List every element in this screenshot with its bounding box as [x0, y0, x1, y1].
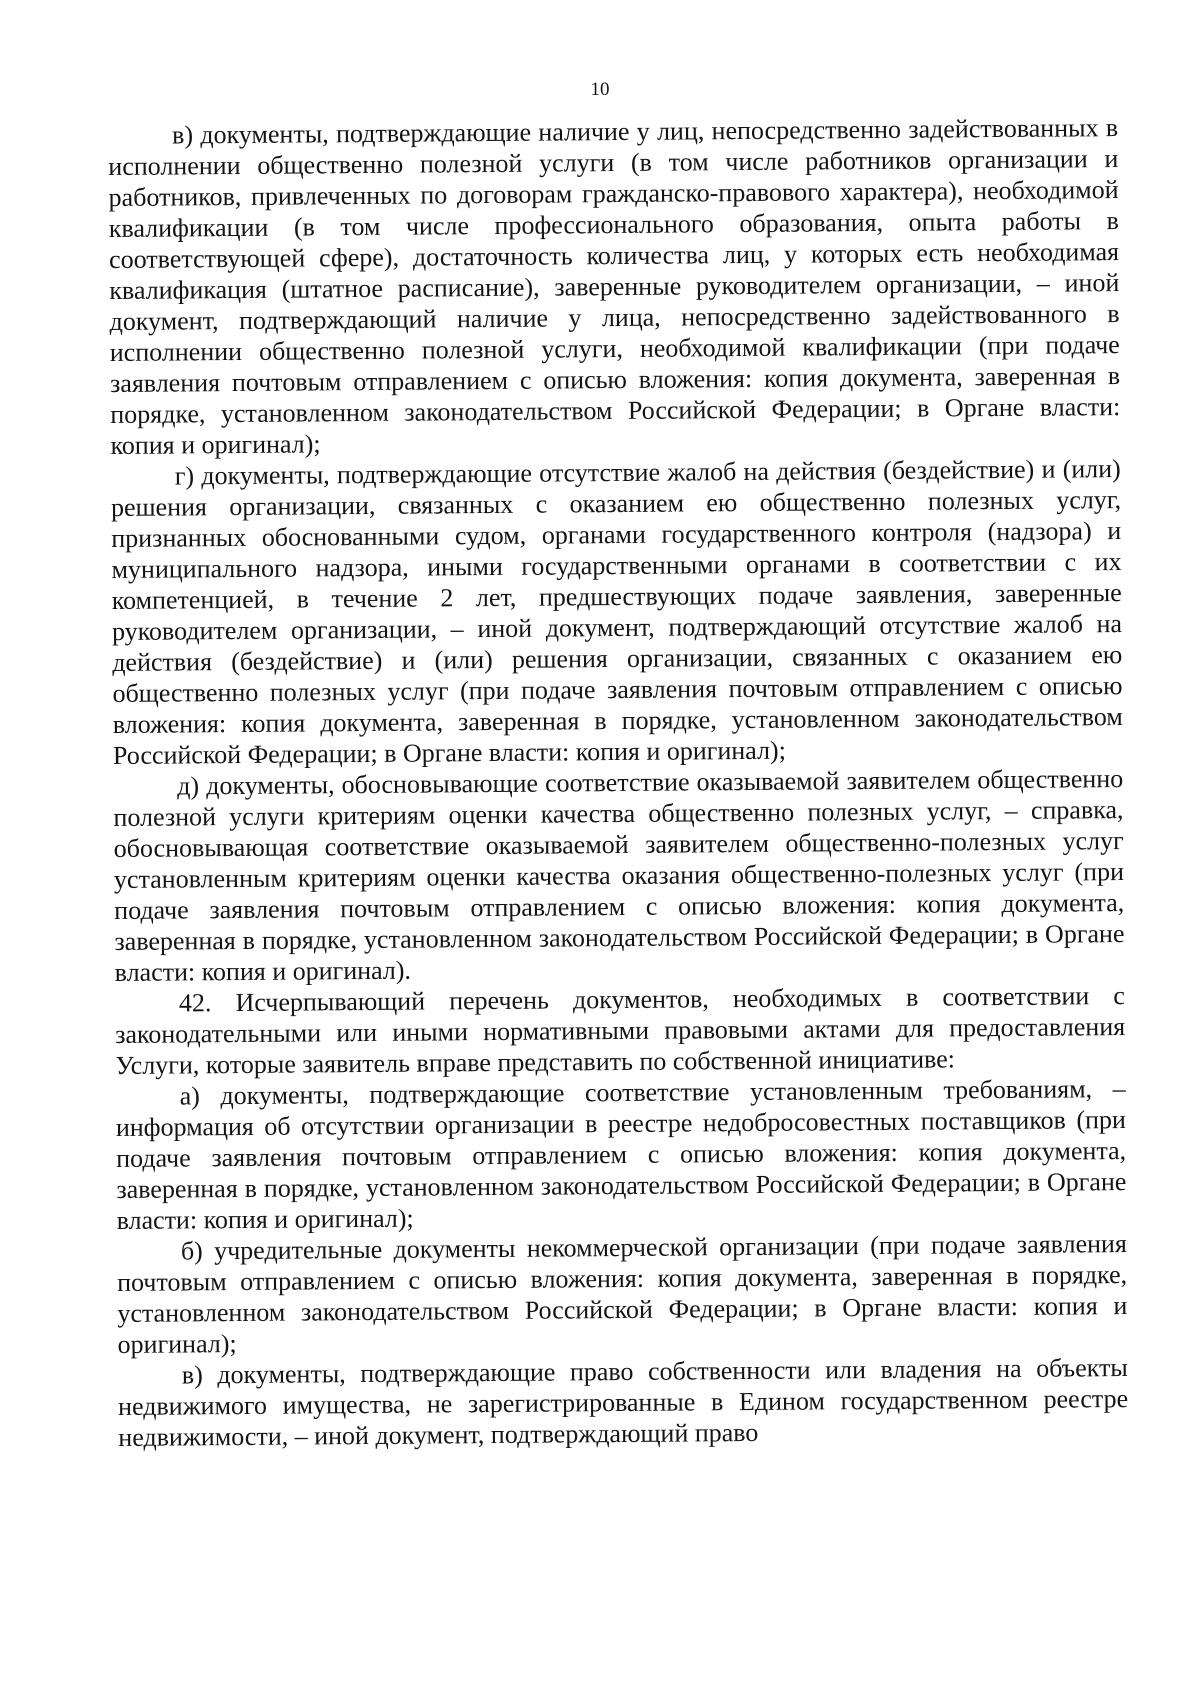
document-body — [108, 112, 1128, 1453]
paragraph-42-optional-documents-list: 42. Исчерпывающий перечень документов, необходимых в соответствии с законодательными или иными нормативными правовыми актами для предоставления Услуги, которые заявитель вправе представить по собственной инициативе: — [115, 981, 1126, 1080]
paragraph-a-supplier-registry-info: а) документы, подтверждающие соответствие установленным требованиям, – информация об отсутствии организации в реестре недобросовестных поставщиков (при подаче заявления почтовым отправлением с описью вложения: копия документа, заверенная в порядке, установленном законодательством Российской Федерации; в Органе власти: копия и оригинал); — [115, 1074, 1127, 1235]
paragraph-b-founding-documents: б) учредительные документы некоммерческой организации (при подаче заявления почтовым отправлением с описью вложения: копия документа, заверенная в порядке, установленном законодательством Российской Федерации; в Органе власти: копия и оригинал); — [117, 1229, 1128, 1359]
paragraph-d-quality-criteria-documents: д) документы, обосновывающие соответствие оказываемой заявителем общественно полезной услуги критериям оценки качества общественно полезных услуг, – справка, обосновывающая соответствие оказываемой заявителем общественно-полезных услуг установленным критериям оценки качества оказания общественно-полезных услуг (при подаче заявления почтовым отправлением с описью вложения: копия документа, заверенная в порядке, установленном законодательством Российской Федерации; в Органе власти: копия и оригинал). — [113, 764, 1125, 987]
paragraph-v-qualification-documents: в) документы, подтверждающие наличие у лиц, непосредственно задействованных в исполнении общественно полезной услуги (в том числе работников организации и работников, привлеченных по договорам гражданско-правового характера), необходимой квалификации (в том числе профессионального образования, опыта работы в соответствующей сфере), достаточность количества лиц, у которых есть необходимая квалификация (штатное расписание), заверенные руководителем организации, – иной документ, подтверждающий наличие у лица, непосредственно задействованного в исполнении общественно полезной услуги, необходимой квалификации (при подаче заявления почтовым отправлением с описью вложения: копия документа, заверенная в порядке, установленном законодательством Российской Федерации; в Органе власти: копия и оригинал); — [108, 113, 1121, 460]
paragraph-g-no-complaints-documents: г) документы, подтверждающие отсутствие жалоб на действия (бездействие) и (или) решения организации, связанных с оказанием ею общественно полезных услуг, признанных обоснованными судом, органами государственного контроля (надзора) и муниципального надзора, иными государственными органами в соответствии с их компетенцией, в течение 2 лет, предшествующих подаче заявления, заверенные руководителем организации, – иной документ, подтверждающий отсутствие жалоб на действия (бездействие) и (или) решения организации, связанных с оказанием ею общественно полезных услуг (при подаче заявления почтовым отправлением с описью вложения: копия документа, заверенная в порядке, установленном законодательством Российской Федерации; в Органе власти: копия и оригинал); — [110, 454, 1123, 770]
page-number: 10 — [590, 79, 610, 100]
paragraph-v-property-rights-documents: в) документы, подтверждающие право собственности или владения на объекты недвижимого имущества, не зарегистрированные в Едином государственном реестре недвижимости, – иной документ, подтверждающий право — [117, 1353, 1129, 1452]
